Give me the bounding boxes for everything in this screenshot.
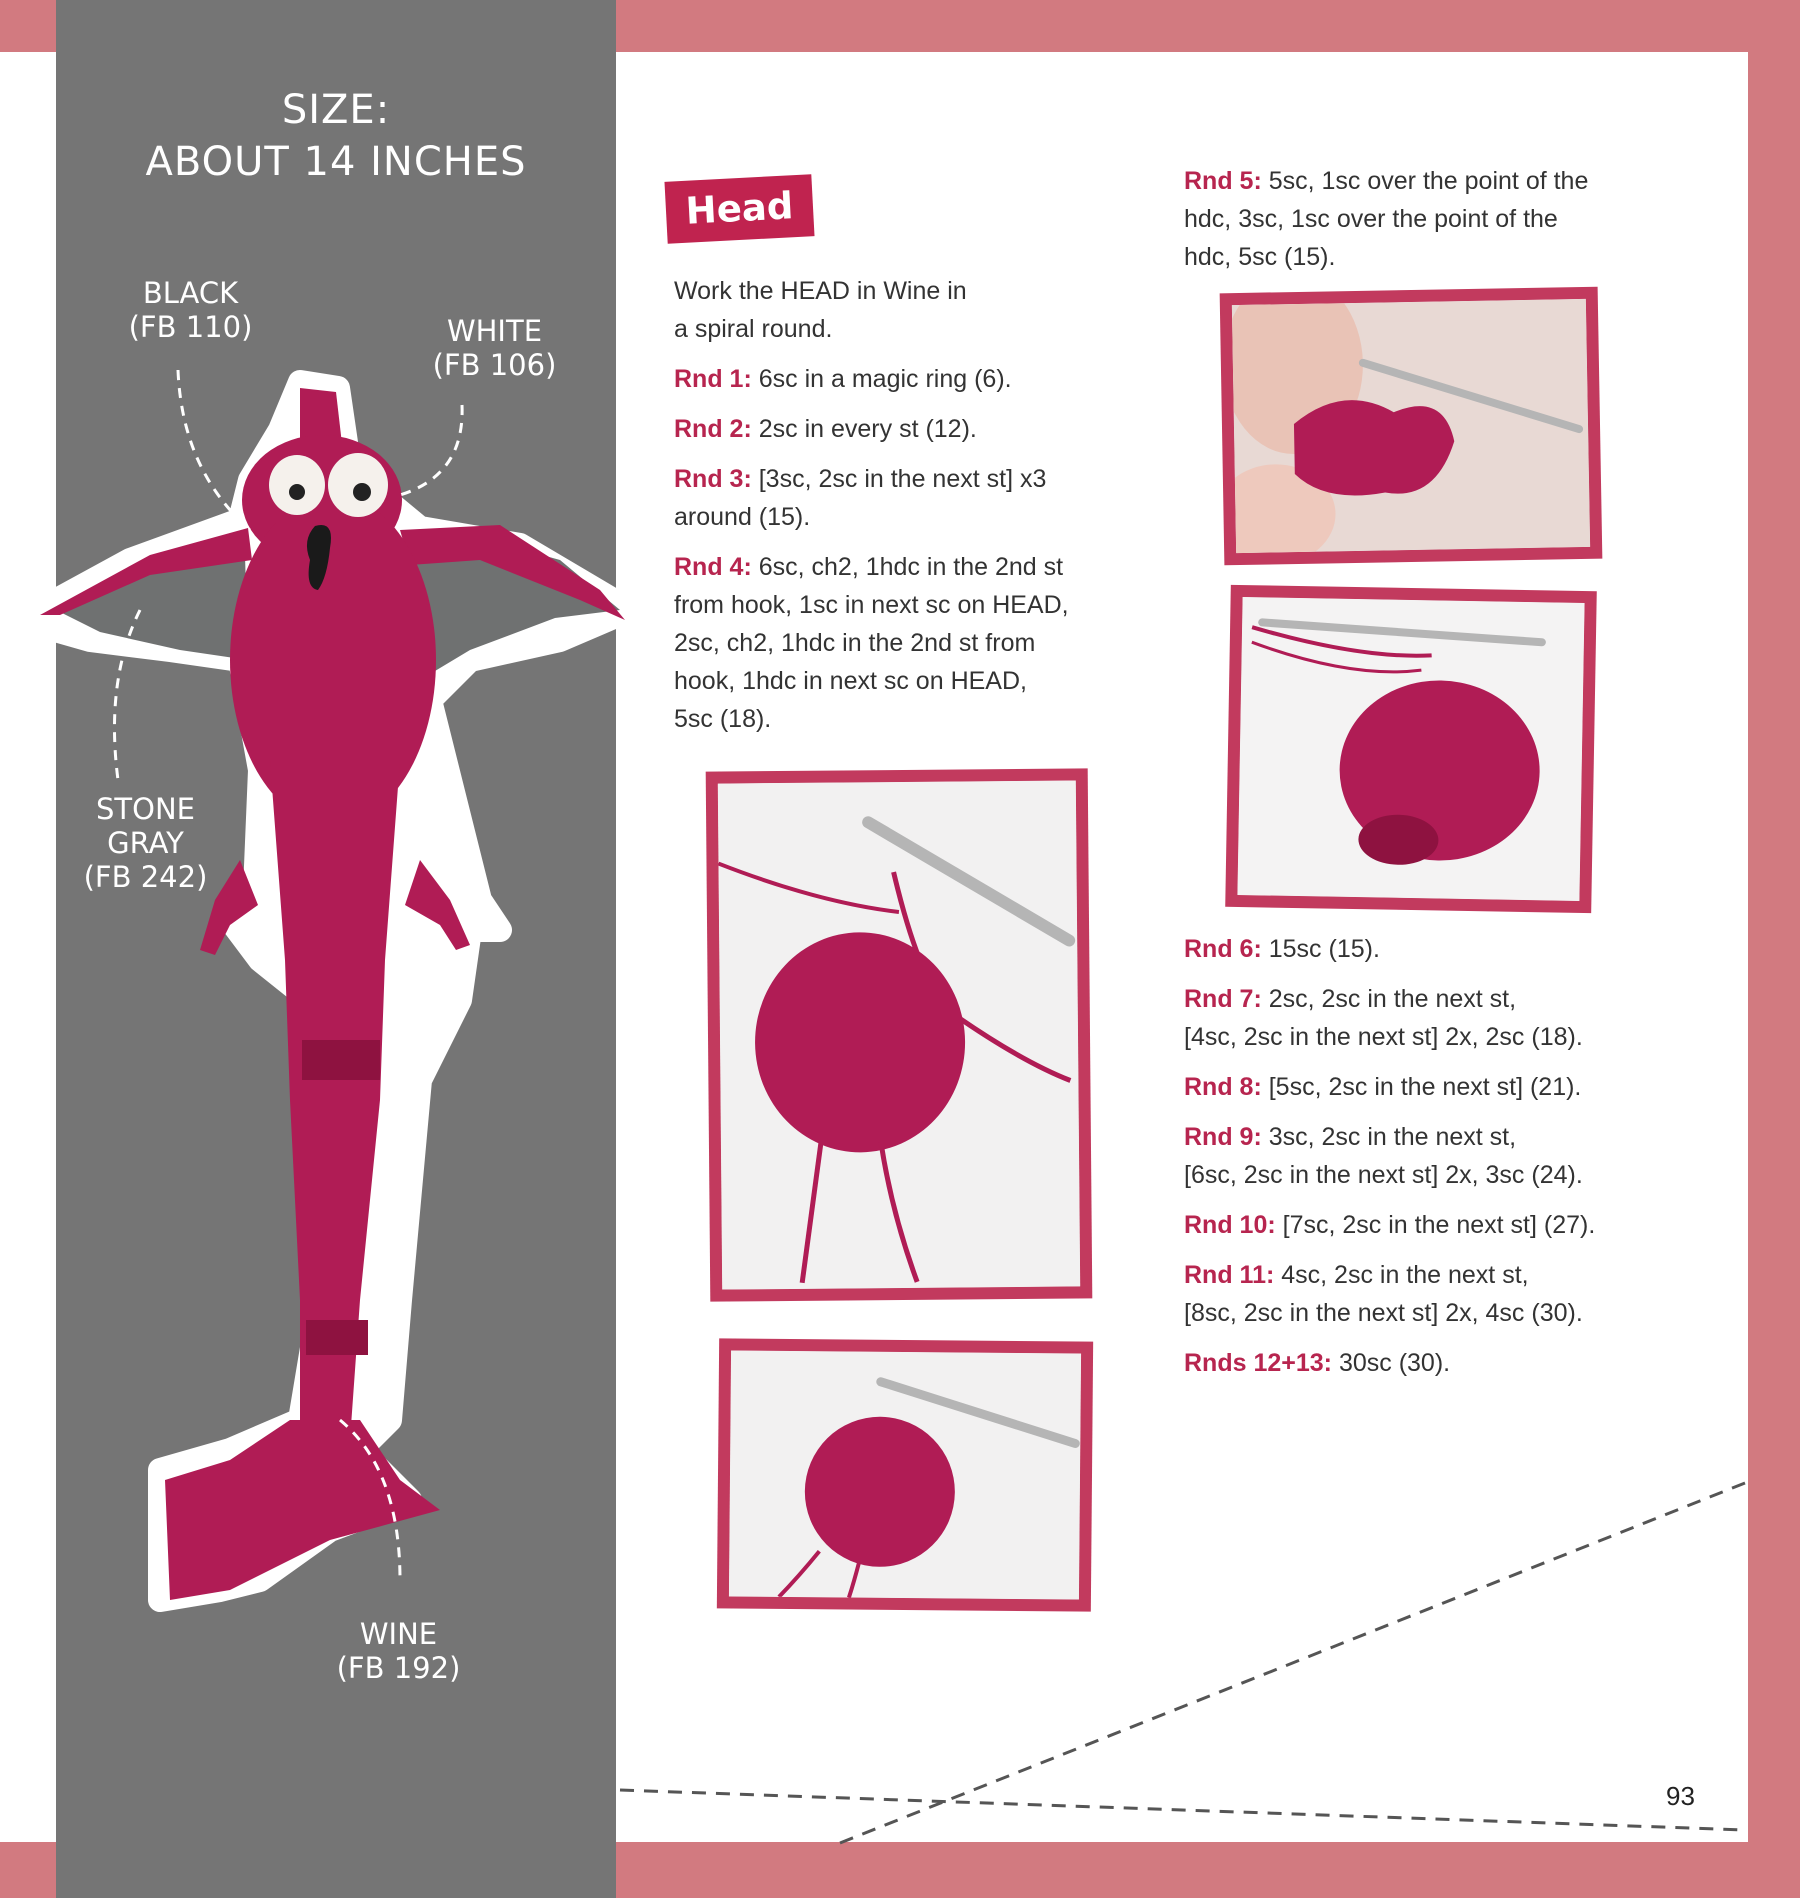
round-instruction <box>1184 1118 1724 1194</box>
round-instruction <box>1184 930 1724 968</box>
round-text: hdc, 5sc (15). <box>1184 243 1336 271</box>
rounds-list-right-bottom <box>1184 930 1724 1382</box>
round-text: 6sc, ch2, 1hdc in the 2nd st <box>758 553 1064 581</box>
instructions-right-top <box>1184 162 1724 288</box>
round-text: [6sc, 2sc in the next st] 2x, 3sc (24). <box>1184 1161 1583 1189</box>
yarn-wine-code: (FB 192) <box>336 1651 461 1685</box>
intro-line-2: a spiral round. <box>674 315 833 343</box>
round-instruction <box>1184 1256 1724 1332</box>
round-text: [3sc, 2sc in the next st] x3 <box>758 465 1047 493</box>
round-text: 5sc (18). <box>674 705 772 733</box>
step-photo-4 <box>717 1338 1093 1611</box>
yarn-white-name: WHITE <box>446 314 543 348</box>
round-text: 2sc, 2sc in the next st, <box>1268 985 1517 1013</box>
yarn-stone-gray-code: (FB 242) <box>83 860 208 894</box>
rounds-list-left <box>674 360 1134 738</box>
round-label: Rnd 10: <box>1184 1211 1276 1239</box>
round-instruction <box>674 410 1134 448</box>
yarn-stone-gray-name-2: GRAY <box>107 826 184 860</box>
instructions-right-bottom <box>1184 930 1724 1394</box>
round-text: 2sc in every st (12). <box>758 415 977 443</box>
step-photo-1 <box>1220 287 1603 566</box>
yarn-label-wine <box>316 1617 481 1685</box>
round-label: Rnd 1: <box>674 365 752 393</box>
size-label: SIZE: <box>281 87 391 133</box>
round-label: Rnd 5: <box>1184 167 1262 195</box>
round-instruction <box>1184 1206 1724 1244</box>
intro-line-1: Work the HEAD in Wine in <box>674 277 967 305</box>
round-instruction <box>1184 1068 1724 1106</box>
yarn-black-code: (FB 110) <box>128 310 253 344</box>
round-text: 4sc, 2sc in the next st, <box>1281 1261 1529 1289</box>
yarn-label-stone-gray <box>68 792 223 894</box>
rounds-list-right-top <box>1184 162 1724 276</box>
round-instruction <box>674 548 1134 738</box>
round-label: Rnd 11: <box>1184 1261 1275 1289</box>
round-text: 2sc, ch2, 1hdc in the 2nd st from <box>674 629 1036 657</box>
round-text: 15sc (15). <box>1268 935 1380 963</box>
round-text: 5sc, 1sc over the point of the <box>1268 167 1589 195</box>
yarn-black-name: BLACK <box>142 276 239 310</box>
round-label: Rnd 7: <box>1184 985 1262 1013</box>
instructions-left-column <box>674 272 1134 750</box>
round-text: hook, 1hdc in next sc on HEAD, <box>674 667 1027 695</box>
yarn-stone-gray-name-1: STONE <box>96 792 195 826</box>
round-text: [5sc, 2sc in the next st] (21). <box>1268 1073 1582 1101</box>
round-text: [7sc, 2sc in the next st] (27). <box>1282 1211 1596 1239</box>
dragon-body <box>40 388 625 1600</box>
round-instruction <box>1184 162 1724 276</box>
yarn-wine-name: WINE <box>359 1617 438 1651</box>
yarn-label-white <box>412 314 577 382</box>
round-label: Rnd 6: <box>1184 935 1262 963</box>
round-text: [4sc, 2sc in the next st] 2x, 2sc (18). <box>1184 1023 1583 1051</box>
step-photo-2 <box>1225 585 1597 913</box>
round-label: Rnd 9: <box>1184 1123 1262 1151</box>
section-heading-head: Head <box>664 174 814 244</box>
round-text: from hook, 1sc in next sc on HEAD, <box>674 591 1069 619</box>
intro-text <box>674 272 1134 348</box>
round-text: 6sc in a magic ring (6). <box>758 365 1012 393</box>
page-number: 93 <box>1666 1781 1695 1811</box>
round-instruction <box>1184 1344 1724 1382</box>
yarn-label-black <box>108 276 273 344</box>
round-instruction <box>674 360 1134 398</box>
round-label: Rnds 12+13: <box>1184 1349 1332 1377</box>
round-instruction <box>674 460 1134 536</box>
round-instruction <box>1184 980 1724 1056</box>
step-photo-3 <box>706 768 1093 1301</box>
round-label: Rnd 3: <box>674 465 752 493</box>
round-text: around (15). <box>674 503 811 531</box>
yarn-white-code: (FB 106) <box>432 348 557 382</box>
round-label: Rnd 8: <box>1184 1073 1262 1101</box>
size-value: ABOUT 14 INCHES <box>145 139 527 185</box>
round-text: [8sc, 2sc in the next st] 2x, 4sc (30). <box>1184 1299 1583 1327</box>
round-label: Rnd 4: <box>674 553 752 581</box>
round-label: Rnd 2: <box>674 415 752 443</box>
round-text: 30sc (30). <box>1338 1349 1451 1377</box>
round-text: hdc, 3sc, 1sc over the point of the <box>1184 205 1558 233</box>
round-text: 3sc, 2sc in the next st, <box>1268 1123 1517 1151</box>
